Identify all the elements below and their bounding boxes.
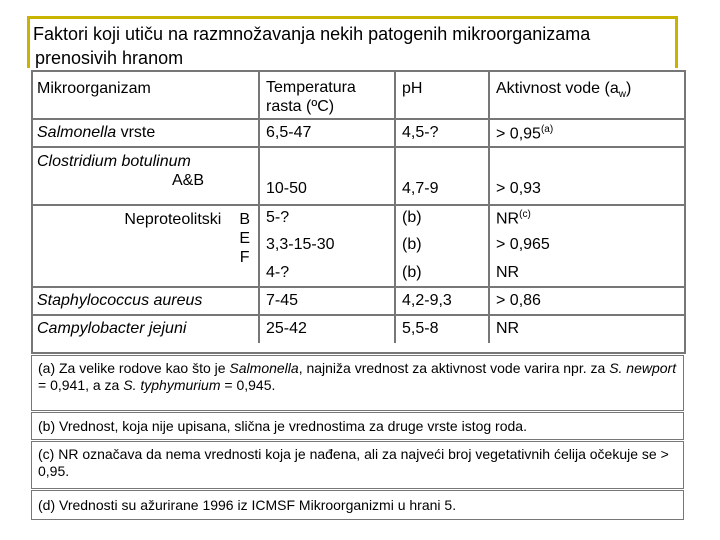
- footnote-a-text-3: = 0,941, a za: [38, 377, 124, 393]
- row-clostridium: [31, 147, 684, 205]
- header-aw-suffix: ): [625, 80, 632, 97]
- type-b-temp: 5-?: [259, 205, 395, 232]
- clostridium-species: Clostridium botulinum: [37, 153, 191, 170]
- slide-title: [27, 16, 677, 68]
- salmonella-aw-value: > 0,95: [496, 125, 541, 143]
- type-f-ph: (b): [395, 260, 489, 287]
- header-temp-line-1: Temperatura: [266, 79, 356, 96]
- header-ph: pH: [395, 72, 489, 119]
- footnote-a-text-2: , najniža vrednost za aktivnost vode varira npr. za: [298, 360, 610, 376]
- row-staphylococcus: [31, 287, 684, 315]
- salmonella-suffix: vrste: [116, 124, 156, 141]
- gold-rule-right: [675, 16, 678, 68]
- pathogen-table: [31, 72, 684, 343]
- header-row: [31, 72, 684, 119]
- type-b-label: B: [239, 211, 250, 228]
- header-water-activity: [489, 72, 684, 119]
- clostridium-types: A&B: [172, 172, 205, 189]
- staph-ph: 4,2-9,3: [395, 287, 489, 315]
- salmonella-temp: 6,5-47: [259, 119, 395, 147]
- type-f-aw: NR: [496, 264, 520, 281]
- clostridium-name: [31, 147, 259, 205]
- salmonella-name: [31, 119, 259, 147]
- salmonella-aw: [489, 119, 684, 147]
- footnote-a-salmonella: Salmonella: [229, 360, 299, 376]
- type-e-aw: > 0,965: [496, 236, 550, 253]
- salmonella-aw-note: (a): [540, 124, 554, 135]
- type-b-aw: [489, 205, 684, 232]
- row-type-b: [31, 205, 684, 232]
- type-b-ph: (b): [395, 205, 489, 232]
- neproteolitski-cell: [31, 205, 259, 287]
- header-aw-prefix: Aktivnost vode (a: [496, 80, 619, 97]
- footnote-a-typhymurium: S. typhymurium: [123, 377, 221, 393]
- neproteolitski-label: Neproteolitski: [124, 211, 222, 228]
- campy-temp: 25-42: [259, 315, 395, 343]
- row-campylobacter: [31, 315, 684, 343]
- type-f-label: F: [239, 249, 250, 266]
- footnote-d: (d) Vrednosti su ažurirane 1996 iz ICMSF Mikroorganizmi u hrani 5.: [31, 490, 684, 520]
- type-f-temp: 4-?: [259, 260, 395, 287]
- header-organism: Mikroorganizam: [31, 72, 259, 119]
- clostridium-aw: > 0,93: [489, 147, 684, 205]
- campy-ph: 5,5-8: [395, 315, 489, 343]
- header-aw-sub: w: [618, 89, 626, 101]
- footnotes: [31, 355, 684, 521]
- salmonella-genus: Salmonella: [37, 124, 117, 141]
- title-line-2: prenosivih hranom: [35, 48, 184, 68]
- header-temperature: [259, 72, 395, 119]
- salmonella-ph: 4,5-?: [395, 119, 489, 147]
- staph-temp: 7-45: [259, 287, 395, 315]
- title-line-1: Faktori koji utiču na razmnožavanja nekih patogenih mikroorganizama: [33, 24, 591, 44]
- campy-species: Campylobacter jejuni: [37, 320, 187, 337]
- campy-aw: NR: [489, 315, 684, 343]
- type-b-aw-note: (c): [519, 209, 531, 220]
- staph-name: [31, 287, 259, 315]
- clostridium-ph: 4,7-9: [395, 147, 489, 205]
- staph-aw: > 0,86: [489, 287, 684, 315]
- type-e-temp: 3,3-15-30: [259, 232, 395, 260]
- row-salmonella: [31, 119, 684, 147]
- footnote-a-text-4: = 0,945.: [220, 377, 276, 393]
- campy-name: [31, 315, 259, 343]
- clostridium-temp: 10-50: [259, 147, 395, 205]
- type-e-ph: (b): [395, 232, 489, 260]
- footnote-b: (b) Vrednost, koja nije upisana, slična je vrednostima za druge vrste istog roda.: [31, 412, 684, 440]
- type-b-aw-value: NR: [496, 210, 520, 228]
- footnote-c: (c) NR označava da nema vrednosti koja je nađena, ali za najveći broj vegetativnih ćelija očekuje se > 0,95.: [31, 441, 684, 489]
- type-e-label: E: [239, 230, 250, 247]
- footnote-a-text-1: (a) Za velike rodove kao što je: [38, 360, 230, 376]
- header-temp-line-2: rasta (ºC): [266, 98, 335, 115]
- footnote-a: [31, 355, 684, 411]
- footnote-a-newport: S. newport: [609, 360, 677, 376]
- staph-species: Staphylococcus aureus: [37, 292, 203, 309]
